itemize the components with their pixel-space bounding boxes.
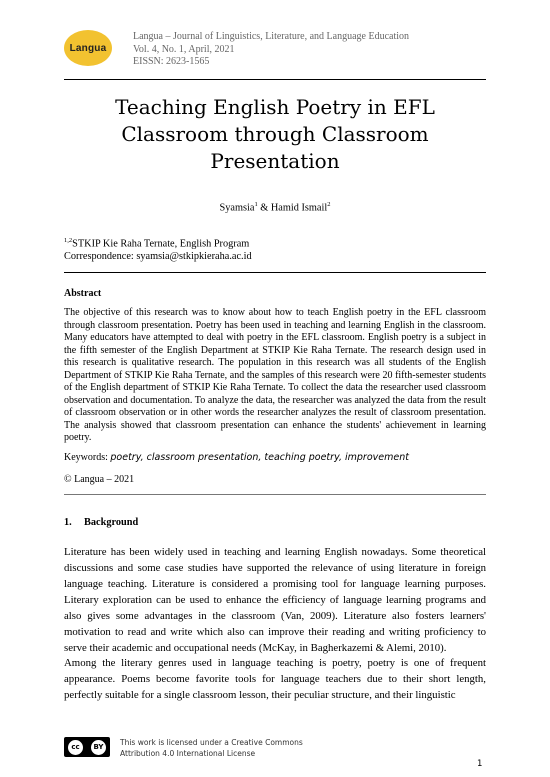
abstract-text: The objective of this research was to know about how to teach English poetry in the EFL classroom through classroom presentation. Poetry has been used in teaching and learning English in the classroom. Many educators have attempted to deal with poetry in the EFL classroom. English poetry is a subject in the fifth semester of the English Department at STKIP Kie Raha Ternate. The research design used in this research is qualitative research. The population in this research was all students of the English Department of STKIP Kie Raha Ternate, and the samples of this research were 20 fifth-semester students of the English department of STKIP Kie Raha Ternate. To collect the data the researcher used classroom observation and documentation. To analyze the data, the researcher was analyzed the data from the result of classroom observation or in other words the researcher analyzes the result of classroom presentation. The analysis showed that classroom presentation can enhance the students' achievement in learning poetry. (64, 307, 486, 443)
page-number: 1 (477, 759, 483, 769)
body-paragraph: Among the literary genres used in language teaching is poetry, poetry is one of frequent appearance. Poems become favorite tools for language teachers due to their short length, perfectly suitable for a single classroom lesson, their peculiar structure, and their linguistic (64, 657, 486, 701)
section-heading (64, 517, 138, 528)
journal-logo (64, 30, 112, 66)
abstract-heading: Abstract (64, 288, 102, 299)
by-icon: BY (91, 740, 106, 755)
affiliation (64, 235, 252, 263)
cc-license-badge[interactable] (64, 737, 110, 757)
journal-eissn: EISSN: 2623-1565 (133, 56, 210, 67)
abstract-bottom-rule (64, 494, 486, 495)
title-line: Teaching English Poetry in EFL (115, 95, 435, 119)
license-text (120, 737, 303, 759)
authors-line (64, 201, 486, 213)
journal-name: Langua – Journal of Linguistics, Literature, and Language Education (133, 31, 410, 42)
copyright: © Langua – 2021 (64, 474, 135, 485)
journal-info (133, 31, 409, 69)
section-number: 1. (64, 517, 72, 528)
paper-title (64, 94, 486, 175)
author-sup: 2 (327, 201, 331, 208)
author-name: Syamsia (219, 202, 255, 214)
affiliation-name: STKIP Kie Raha Ternate, English Program (72, 238, 250, 250)
abstract-top-rule (64, 272, 486, 273)
affiliation-sup: 1,2 (64, 237, 73, 244)
cc-icon: cc (68, 740, 83, 755)
body-paragraph: Literature has been widely used in teaching and learning English nowadays. Some theoretical discussions and some case studies have supported the relevance of using literature in foreign language teaching. Literature is considered a promising tool for language learning purposes. Literary exploration can be used to enhance the efficiency of language learning programs and also gives some advantages in the classroom (Van, 2009). Literature also fosters learners' motivation to read and write which also can improve their reading and writing proficiency to serve their academic and occupational needs (McKay, in Bagherkazemi & Alemi, 2010). (64, 546, 486, 654)
correspondence: Correspondence: syamsia@stkipkieraha.ac.id (64, 250, 252, 262)
license-line: This work is licensed under a Creative Commons (120, 738, 303, 747)
section-title: Background (84, 517, 139, 528)
keywords-label: Keywords: (64, 452, 108, 463)
title-line: Presentation (210, 149, 340, 173)
logo-text: Langua (69, 42, 107, 54)
author-sup: 1 (254, 201, 258, 208)
author-name: & Hamid Ismail (260, 202, 328, 214)
license-line: Attribution 4.0 International License (120, 749, 256, 758)
journal-volume: Vol. 4, No. 1, April, 2021 (133, 43, 235, 55)
keywords (64, 452, 409, 463)
title-line: Classroom through Classroom (121, 122, 429, 146)
header-rule (64, 79, 486, 80)
keywords-values: poetry, classroom presentation, teaching poetry, improvement (110, 452, 409, 463)
